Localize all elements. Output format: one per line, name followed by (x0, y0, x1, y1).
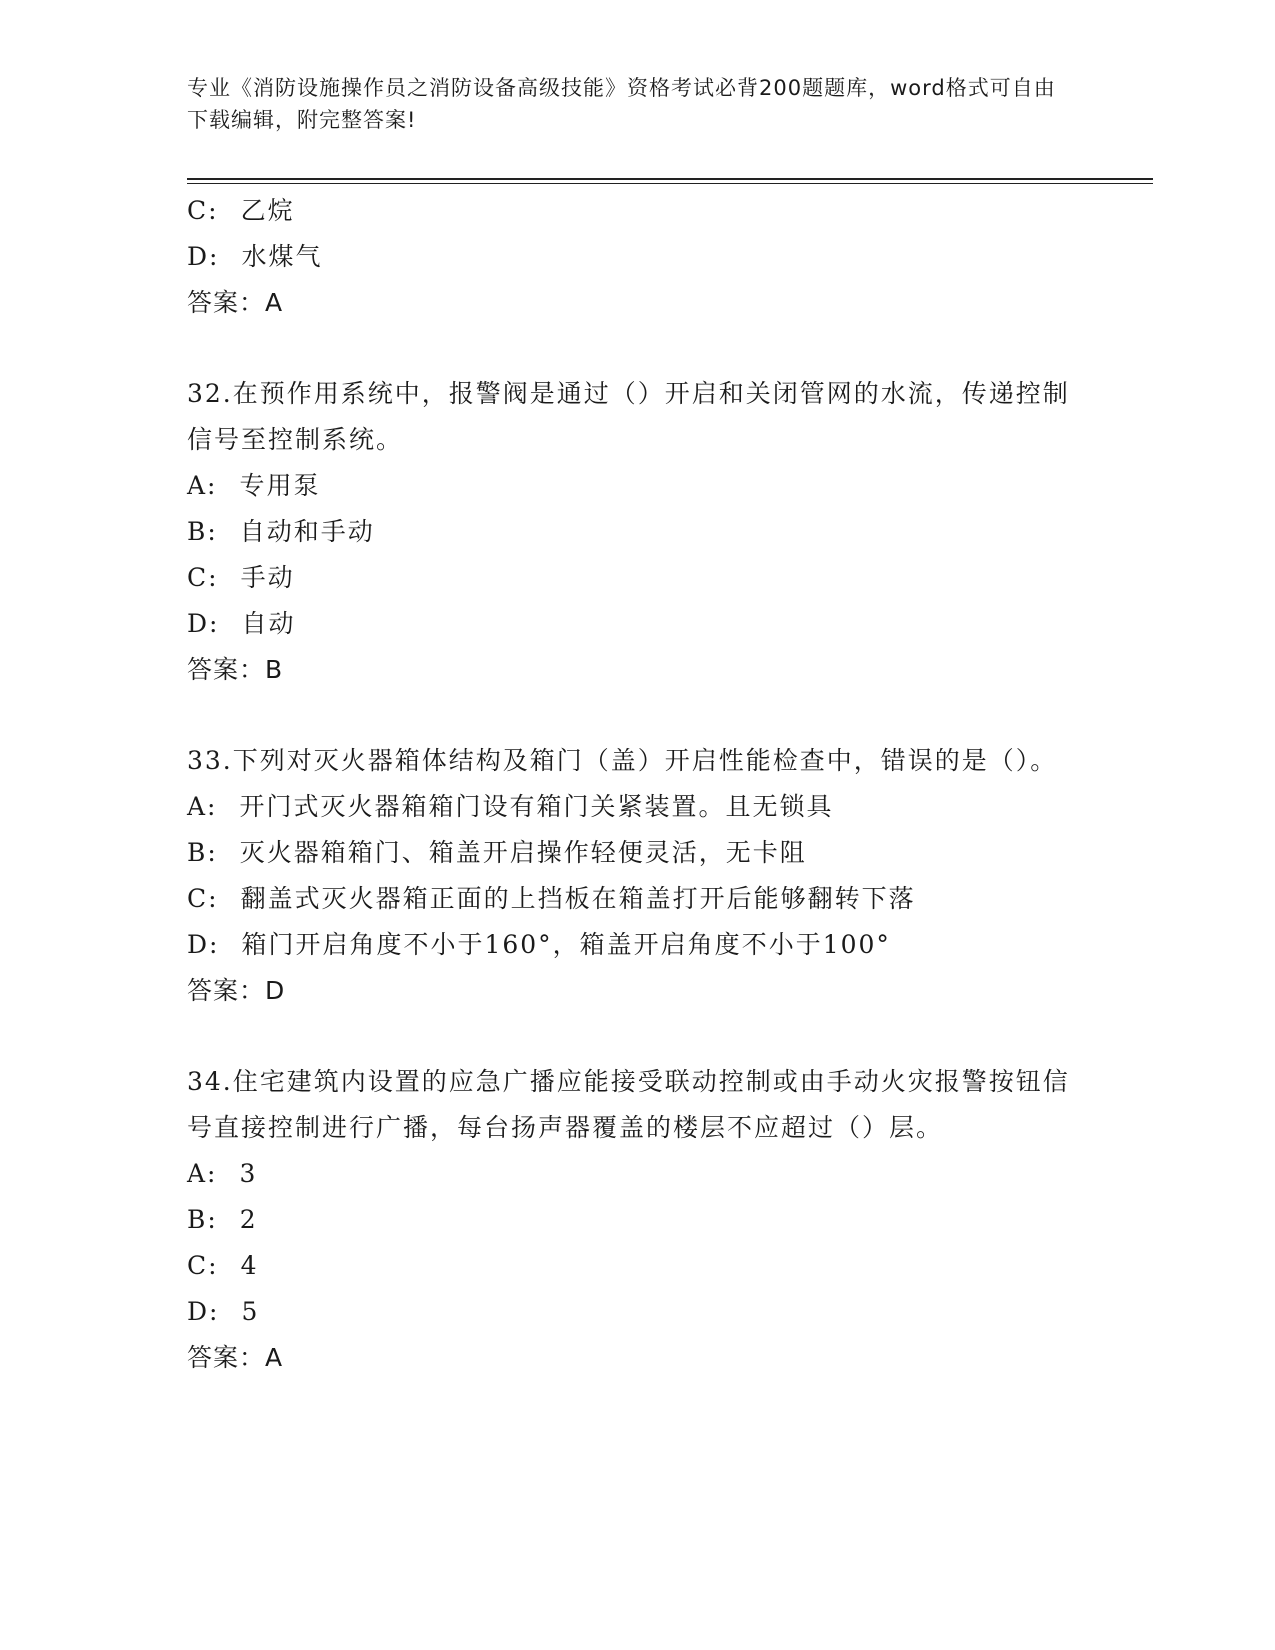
option-letter: D: (187, 242, 220, 271)
option-b (187, 1197, 1087, 1243)
option-letter: B: (187, 838, 218, 867)
question-stem: 34.住宅建筑内设置的应急广播应能接受联动控制或由手动火灾报警按钮信号直接控制进行广播，每台扬声器覆盖的楼层不应超过（）层。 (187, 1067, 1070, 1142)
option-letter: B: (187, 1205, 218, 1234)
option-text: 开门式灭火器箱箱门设有箱门关紧装置。且无锁具 (239, 792, 834, 821)
option-c (187, 876, 1087, 922)
option-d (187, 601, 1087, 647)
option-d (187, 1289, 1087, 1335)
option-letter: A: (187, 792, 218, 821)
question-33 (187, 738, 1087, 1014)
option-text: 翻盖式灭火器箱正面的上挡板在箱盖打开后能够翻转下落 (240, 884, 916, 913)
option-a (187, 1151, 1087, 1197)
header-rule-thick (187, 178, 1153, 180)
option-d (187, 922, 1087, 968)
option-letter: C: (187, 1251, 219, 1280)
option-letter: C: (187, 563, 219, 592)
question-32 (187, 371, 1087, 693)
option-d (187, 234, 1087, 280)
option-text: 自动和手动 (239, 517, 375, 546)
option-c (187, 555, 1087, 601)
option-letter: D: (187, 930, 220, 959)
question-31-fragment (187, 188, 1087, 326)
option-text: 2 (239, 1205, 258, 1234)
option-letter: C: (187, 884, 219, 913)
option-text: 乙烷 (240, 196, 295, 225)
option-a (187, 463, 1087, 509)
question-stem: 33.下列对灭火器箱体结构及箱门（盖）开启性能检查中，错误的是（）。 (187, 746, 1058, 775)
question-34 (187, 1059, 1087, 1381)
answer-line: 答案：A (187, 1343, 284, 1372)
option-text: 水煤气 (241, 242, 323, 271)
option-b (187, 509, 1087, 555)
option-text: 自动 (241, 609, 296, 638)
option-text: 手动 (240, 563, 295, 592)
option-letter: A: (187, 471, 218, 500)
header-rule-thin (187, 183, 1153, 184)
answer-line: 答案：B (187, 655, 284, 684)
option-b (187, 830, 1087, 876)
option-letter: B: (187, 517, 218, 546)
option-letter: C: (187, 196, 219, 225)
question-stem: 32.在预作用系统中，报警阀是通过（）开启和关闭管网的水流，传递控制信号至控制系统。 (187, 379, 1070, 454)
answer-line: 答案：A (187, 288, 284, 317)
question-content (187, 188, 1087, 1381)
option-letter: A: (187, 1159, 218, 1188)
option-text: 5 (241, 1297, 260, 1326)
option-text: 4 (240, 1251, 259, 1280)
option-c (187, 1243, 1087, 1289)
option-c (187, 188, 1087, 234)
option-letter: D: (187, 1297, 220, 1326)
option-text: 灭火器箱箱门、箱盖开启操作轻便灵活，无卡阻 (239, 838, 807, 867)
document-header: 专业《消防设施操作员之消防设备高级技能》资格考试必背200题题库，word格式可自由下载编辑，附完整答案! (187, 76, 1056, 132)
option-text: 3 (239, 1159, 258, 1188)
option-a (187, 784, 1087, 830)
option-letter: D: (187, 609, 220, 638)
option-text: 专用泵 (239, 471, 321, 500)
answer-line: 答案：D (187, 976, 286, 1005)
option-text: 箱门开启角度不小于160°，箱盖开启角度不小于100° (241, 930, 891, 959)
